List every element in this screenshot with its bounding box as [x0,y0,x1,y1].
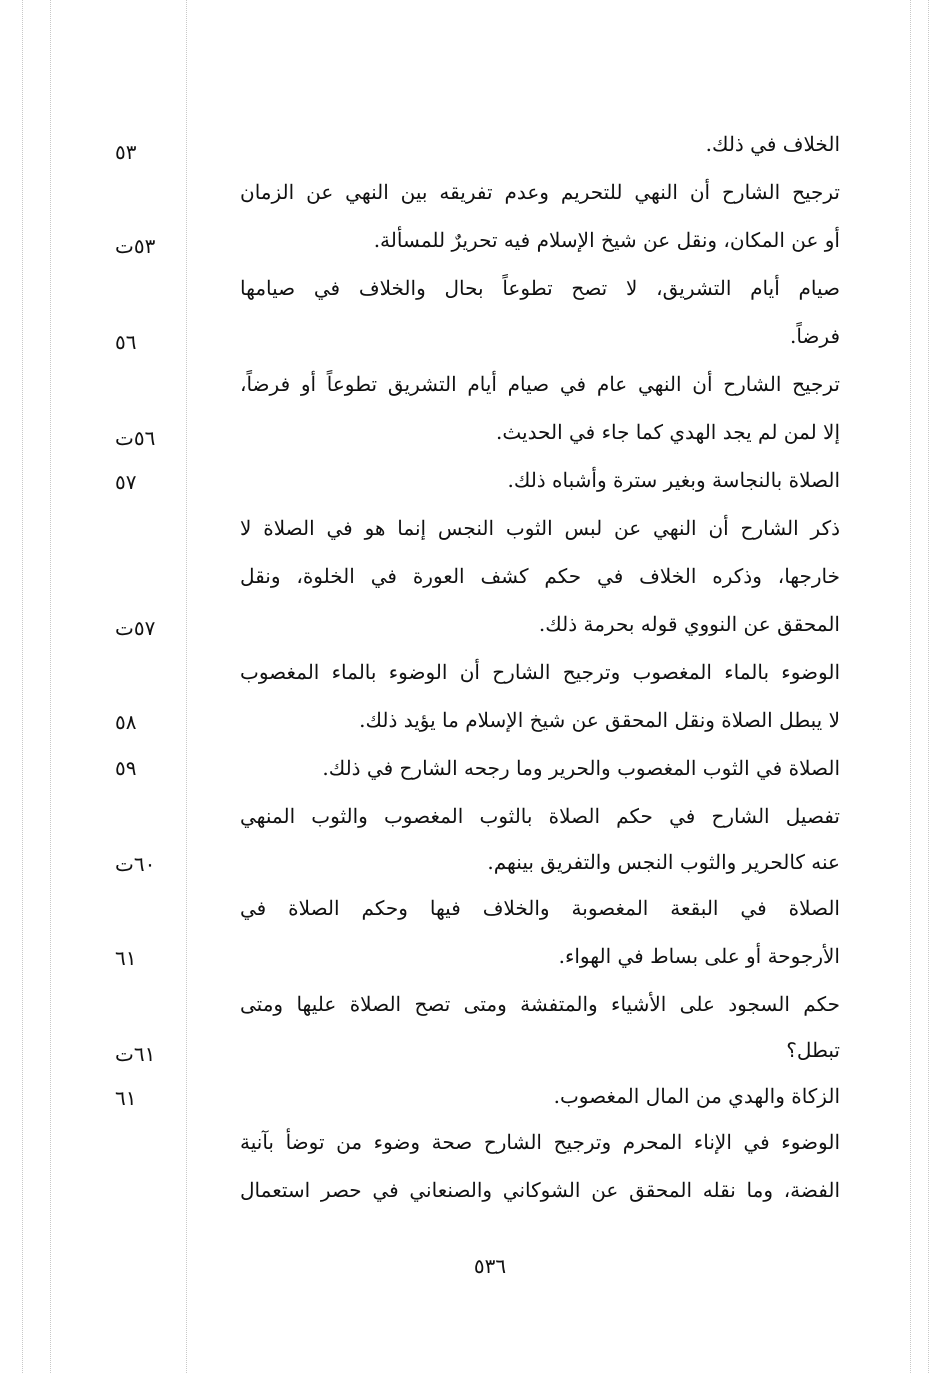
page-reference: ٦١ت [115,1042,156,1066]
index-line: لا يبطل الصلاة ونقل المحقق عن شيخ الإسلام ما يؤيد ذلك. [359,708,840,732]
index-line: الوضوء في الإناء المحرم وترجيح الشارح صحة وضوء من توضأ بآنية [240,1130,840,1154]
index-line: الصلاة في البقعة المغصوبة والخلاف فيها وحكم الصلاة في [240,896,840,920]
index-line: صيام أيام التشريق، لا تصح تطوعاً بحال والخلاف في صيامها [240,276,840,300]
page-reference: ٦١ [115,946,137,970]
index-line: إلا لمن لم يجد الهدي كما جاء في الحديث. [496,420,840,444]
index-line: الفضة، وما نقله المحقق عن الشوكاني والصنعاني في حصر استعمال [240,1178,840,1202]
page-reference: ٥٣ [115,140,137,164]
page-number: ٥٣٦ [473,1254,507,1278]
index-line: ترجيح الشارح أن النهي عام في صيام أيام التشريق تطوعاً أو فرضاً، [240,372,840,396]
page-reference: ٥٦ت [115,426,156,450]
index-line: المحقق عن النووي قوله بحرمة ذلك. [538,612,840,636]
index-line: حكم السجود على الأشياء والمتفشة ومتى تصح الصلاة عليها ومتى [240,992,840,1016]
page-reference: ٦١ [115,1086,137,1110]
scan-margin-line [928,0,929,1373]
index-line: الصلاة بالنجاسة وبغير سترة وأشباه ذلك. [507,468,840,492]
index-line: عنه كالحرير والثوب النجس والتفريق بينهم. [487,850,840,874]
page-reference: ٥٦ [115,330,137,354]
index-line: أو عن المكان، ونقل عن شيخ الإسلام فيه تحريرٌ للمسألة. [373,228,840,252]
index-line: ترجيح الشارح أن النهي للتحريم وعدم تفريقه بين النهي عن الزمان [240,180,840,204]
index-line: الخلاف في ذلك. [705,132,840,156]
scan-margin-line [910,0,911,1373]
page-reference: ٥٧ [115,470,137,494]
page-reference: ٥٩ [115,756,137,780]
index-line: فرضاً. [789,324,840,348]
index-line: الأرجوحة أو على بساط في الهواء. [558,944,840,968]
index-line: ذكر الشارح أن النهي عن لبس الثوب النجس إنما هو في الصلاة لا [240,516,840,540]
page-reference: ٥٨ [115,710,137,734]
scan-margin-line [186,0,187,1373]
page-reference: ٦٠ت [115,852,156,876]
index-line: خارجها، وذكره الخلاف في حكم كشف العورة في الخلوة، ونقل [240,564,840,588]
page-reference: ٥٧ت [115,616,156,640]
page-reference: ٥٣ت [115,234,156,258]
index-line: الوضوء بالماء المغصوب وترجيح الشارح أن الوضوء بالماء المغصوب [240,660,840,684]
index-line: تبطل؟ [786,1038,840,1062]
scan-margin-line [22,0,23,1373]
index-line: الزكاة والهدي من المال المغصوب. [553,1084,840,1108]
scan-margin-line [50,0,51,1373]
index-line: الصلاة في الثوب المغصوب والحرير وما رجحه الشارح في ذلك. [322,756,840,780]
index-line: تفصيل الشارح في حكم الصلاة بالثوب المغصوب والثوب المنهي [240,804,840,828]
